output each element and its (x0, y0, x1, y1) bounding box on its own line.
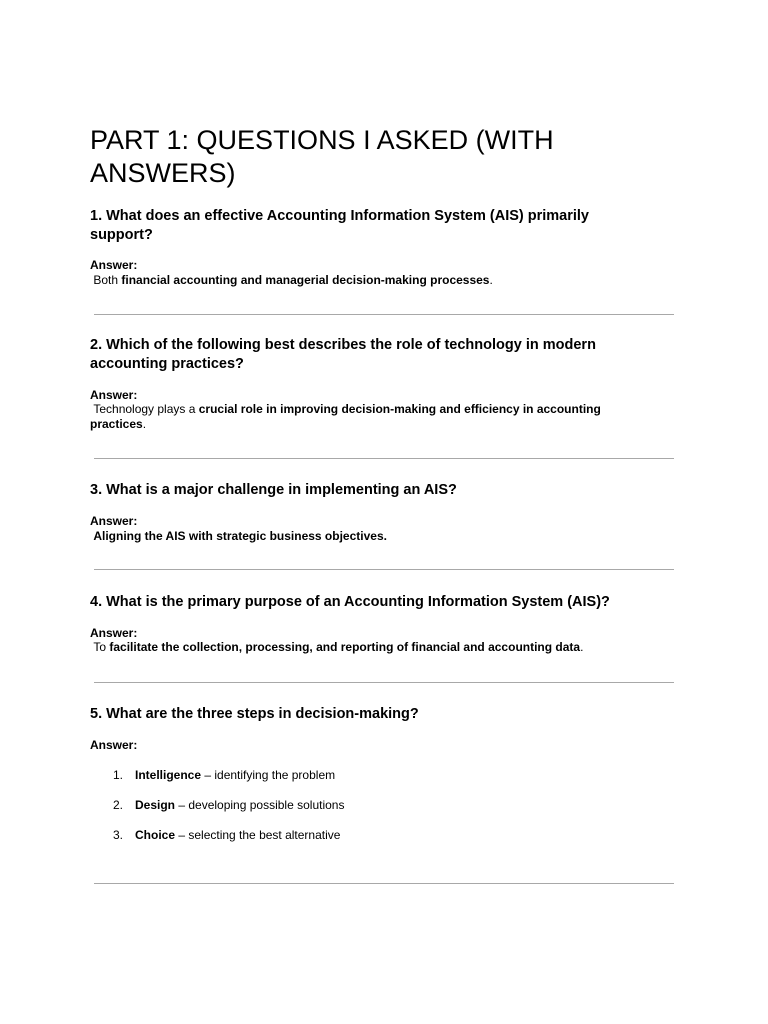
step-term: Intelligence (135, 768, 202, 782)
answer-4 (90, 640, 650, 655)
step-desc: – selecting the best alternative (175, 828, 341, 842)
answer-label-5: Answer: (90, 738, 138, 752)
step-term: Design (135, 798, 176, 812)
answer-4-bold: facilitate the collection, processing, and reporting of financial and accounting data (109, 640, 581, 654)
answer-1 (90, 273, 650, 288)
answer-2 (90, 402, 650, 432)
answer-1-bold: financial accounting and managerial decision-making processes (121, 273, 490, 287)
answer-4-pre: To (93, 640, 110, 654)
step-desc: – developing possible solutions (175, 798, 345, 812)
answer-1-pre: Both (93, 273, 122, 287)
divider (94, 569, 674, 570)
question-5: 5. What are the three steps in decision-making? (90, 706, 419, 722)
answer-2-pre: Technology plays a (93, 402, 199, 416)
step-desc: – identifying the problem (201, 768, 336, 782)
answer-3 (90, 529, 650, 544)
divider (94, 682, 674, 683)
answer-2-post: . (142, 417, 147, 431)
answer-label-4: Answer: (90, 626, 138, 640)
page-title: PART 1: QUESTIONS I ASKED (WITH ANSWERS) (90, 125, 554, 188)
list-number: 1. (113, 768, 124, 782)
answer-label-1: Answer: (90, 258, 138, 272)
divider (94, 883, 674, 884)
step-term: Choice (135, 828, 176, 842)
divider (94, 314, 674, 315)
question-4: 4. What is the primary purpose of an Accounting Information System (AIS)? (90, 594, 610, 610)
question-3: 3. What is a major challenge in implementing an AIS? (90, 482, 457, 498)
answer-2-bold: crucial role in improving decision-making and efficiency in accounting practices (90, 402, 601, 431)
answer-label-3: Answer: (90, 514, 138, 528)
list-number: 2. (113, 798, 124, 812)
question-1: 1. What does an effective Accounting Information System (AIS) primarily support? (90, 208, 589, 243)
answer-label-2: Answer: (90, 388, 138, 402)
divider (94, 458, 674, 459)
answer-1-post: . (489, 273, 493, 287)
question-2: 2. Which of the following best describes the role of technology in modern accounting practices? (90, 337, 596, 372)
answer-4-post: . (580, 640, 584, 654)
answer-3-bold: Aligning the AIS with strategic business objectives. (93, 529, 387, 543)
list-number: 3. (113, 828, 124, 842)
